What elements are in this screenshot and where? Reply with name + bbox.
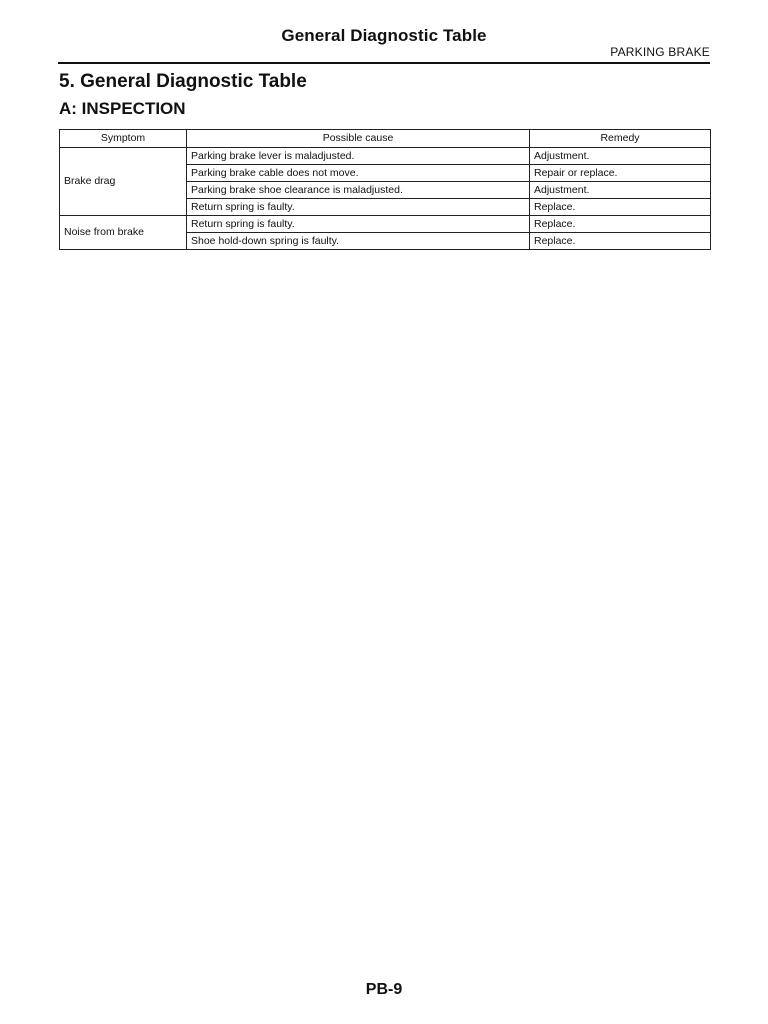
page-number: PB-9 (365, 981, 403, 998)
remedy-cell: Adjustment. (530, 148, 711, 165)
section-heading: 5. General Diagnostic Table (59, 71, 307, 92)
section-label: PARKING BRAKE (610, 45, 710, 59)
table-row (60, 216, 711, 233)
cause-cell: Parking brake cable does not move. (187, 165, 530, 182)
cause-cell: Shoe hold-down spring is faulty. (187, 233, 530, 250)
page-header-title: General Diagnostic Table (281, 26, 487, 45)
sub-heading: A: INSPECTION (59, 99, 186, 118)
remedy-cell: Replace. (530, 233, 711, 250)
remedy-cell: Replace. (530, 199, 711, 216)
column-header-remedy: Remedy (530, 130, 711, 148)
cause-cell: Parking brake lever is maladjusted. (187, 148, 530, 165)
table-header-row (60, 130, 711, 148)
column-header-possible-cause: Possible cause (187, 130, 530, 148)
header-rule (58, 62, 710, 64)
table-row (60, 148, 711, 165)
cause-cell: Return spring is faulty. (187, 216, 530, 233)
cause-cell: Return spring is faulty. (187, 199, 530, 216)
symptom-cell: Brake drag (60, 148, 187, 216)
diagnostic-table (59, 129, 711, 250)
cause-cell: Parking brake shoe clearance is maladjusted. (187, 182, 530, 199)
remedy-cell: Replace. (530, 216, 711, 233)
remedy-cell: Repair or replace. (530, 165, 711, 182)
symptom-cell: Noise from brake (60, 216, 187, 250)
column-header-symptom: Symptom (60, 130, 187, 148)
remedy-cell: Adjustment. (530, 182, 711, 199)
